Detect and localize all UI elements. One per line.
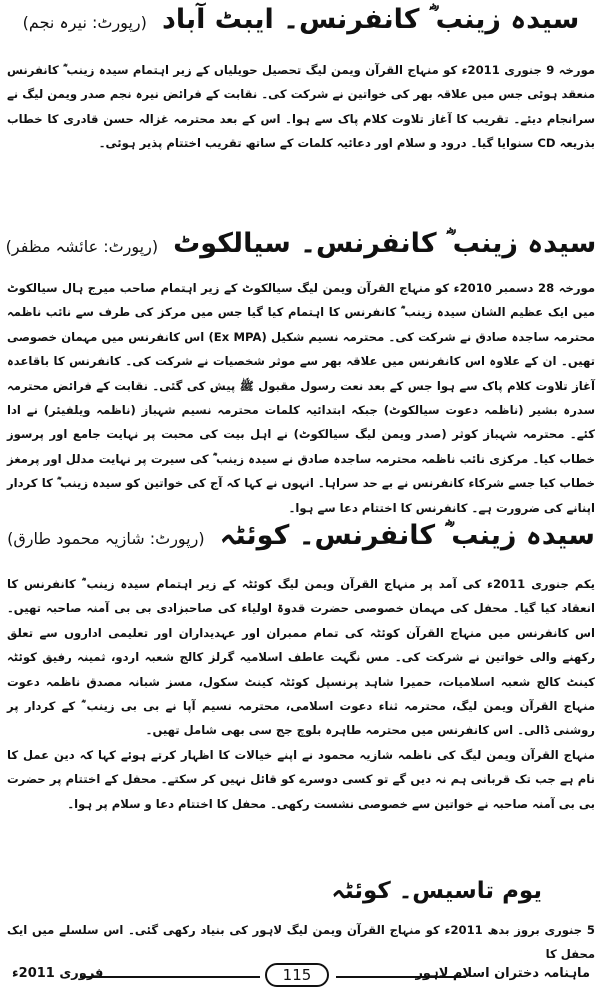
section-heading-abbottabad xyxy=(0,4,602,36)
section-body-abbottabad xyxy=(7,58,595,156)
issue-date: فروری 2011ء xyxy=(12,966,104,981)
page-number: 115 xyxy=(265,963,329,987)
paragraph: منہاج القرآن ویمن لیگ کی ناظمہ شازیہ محمود نے اپنے خیالات کا اظہار کرتے ہوئے کہا کہ دین عمل کا نام ہے جب تک قربانی ہم نہ دیں گے تو کسی دوسرے کو قائل نہیں کر سکتے۔ محفل کے اختتام پر حضرت بی بی آمنہ صاحبہ نے خواتین سے خصوصی نشست رکھی۔ محفل کا اختتام دعا و سلام پر ہوا۔ xyxy=(7,747,595,811)
section-reporter: (رپورٹ: عائشہ مظفر) xyxy=(5,237,159,256)
section-heading-sialkot xyxy=(0,228,602,260)
subheading-youm-e-tasees: یوم تاسیس۔ کوئٹہ xyxy=(331,878,542,904)
section-title: سیدہ زینب ؓ کانفرنس۔ کوئٹہ xyxy=(219,520,595,551)
section-body-quetta xyxy=(7,572,595,816)
page-footer xyxy=(0,960,602,990)
footer-rule-left xyxy=(80,976,260,978)
paragraph: 5 جنوری بروز بدھ 2011ء کو منہاج القرآن ویمن لیگ لاہور کی بنیاد رکھی گئی۔ اس سلسلے میں ایک محفل کا xyxy=(7,923,595,962)
section-title: سیدہ زینب ؓ کانفرنس۔ سیالکوٹ xyxy=(173,228,597,259)
section-reporter: (رپورٹ: نیرہ نجم) xyxy=(22,13,147,32)
section-body-sialkot xyxy=(7,276,595,520)
paragraph: مورخہ 28 دسمبر 2010ء کو منہاج القرآن ویمن لیگ سیالکوٹ کے زیر اہتمام صاحب میرج ہال سیالکوٹ میں ایک عظیم الشان سیدہ زینب ؓ کانفرنس کا اہتمام کیا گیا جس میں مرکز کی طرف سے نائب ناظمہ محترمہ ساجدہ صادق نے شرکت کی۔ محترمہ نسیم شکیل (Ex MPA) اس کانفرنس میں مہمان خصوصی تھیں۔ ان کے علاوہ اس کانفرنس میں علاقہ بھر سے موثر شخصیات نے شرکت کی۔ کانفرنس کا باقاعدہ آغاز تلاوت کلام پاک سے ہوا جس کے بعد نعت رسول مقبول ﷺ پیش کی گئی۔ نقابت کے فرائض محترمہ سدرہ بشیر (ناظمہ دعوت سیالکوٹ) جبکہ ابتدائیہ کلمات محترمہ نسیم شہباز (ناظمہ ویلفیئر) نے ادا کئے۔ محترمہ شہباز کوثر (صدر ویمن لیگ سیالکوٹ) نے اہل بیت کی محبت پر نہایت جامع اور پرسوز خطاب کیا۔ مرکزی نائب ناظمہ محترمہ ساجدہ صادق نے سیدہ زینب ؓ کی سیرت پر نہایت مدلل اور پرمغز خطاب کیا جسے شرکاء کانفرنس نے بے حد سراہا۔ انہوں نے کہا کہ آج کی خواتین کو سیدہ زینب ؓ کا کردار اپنانے کی ضرورت ہے۔ کانفرنس کا اختتام دعا سے ہوا۔ xyxy=(7,281,595,515)
section-heading-quetta xyxy=(0,520,602,552)
paragraph: یکم جنوری 2011ء کی آمد پر منہاج القرآن ویمن لیگ کوئٹہ کے زیر اہتمام سیدہ زینب ؓ کانفرنس کا انعقاد کیا گیا۔ محفل کی مہمان خصوصی حضرت قدوۃ اولیاء کی صاحبزادی بی بی آمنہ صاحبہ تھیں۔ اس کانفرنس میں منہاج القرآن کوئٹہ کی تمام ممبران اور عہدیداران اور تعلیمی اداروں سے تعلق رکھنے والی خواتین نے شرکت کی۔ مس نگہت عاطف اسلامیہ گرلز کالج شعبہ اردو، ثمینہ رفیق کوئٹہ کینٹ کالج شعبہ اسلامیات، حمیرا شاہد پرنسپل کوئٹہ کینٹ سکول، مسز شبانہ مصدق ناظمہ دعوت منہاج القرآن ویمن لیگ، محترمہ ثناء دعوت اسلامی، محترمہ نسیم آپا نے بی بی زینب ؓ کے کردار پر روشنی ڈالی۔ اس کانفرنس میں محترمہ طاہرہ بلوچ جج سی بھی شامل تھیں۔ xyxy=(7,577,596,738)
section-title: سیدہ زینب ؓ کانفرنس۔ ایبٹ آباد xyxy=(161,4,580,35)
magazine-name: ماہنامہ دختران اسلام لاہور xyxy=(415,966,590,981)
section-reporter: (رپورٹ: شازیہ محمود طارق) xyxy=(7,529,205,548)
paragraph: مورخہ 9 جنوری 2011ء کو منہاج القرآن ویمن لیگ تحصیل حویلیاں کے زیر اہتمام سیدہ زینب ؓ کانفرنس منعقد ہوئی جس میں علاقہ بھر کی خواتین نے شرکت کی۔ نقابت کے فرائض نیرہ نجم صدر ویمن لیگ نے سرانجام دیئے۔ تقریب کا آغاز تلاوت کلام پاک سے ہوا۔ اس کے بعد محترمہ غزالہ حسن قادری کا خطاب بذریعہ CD سنوایا گیا۔ درود و سلام اور دعائیہ کلمات کے ساتھ تقریب اختتام پذیر ہوئی۔ xyxy=(7,63,596,151)
